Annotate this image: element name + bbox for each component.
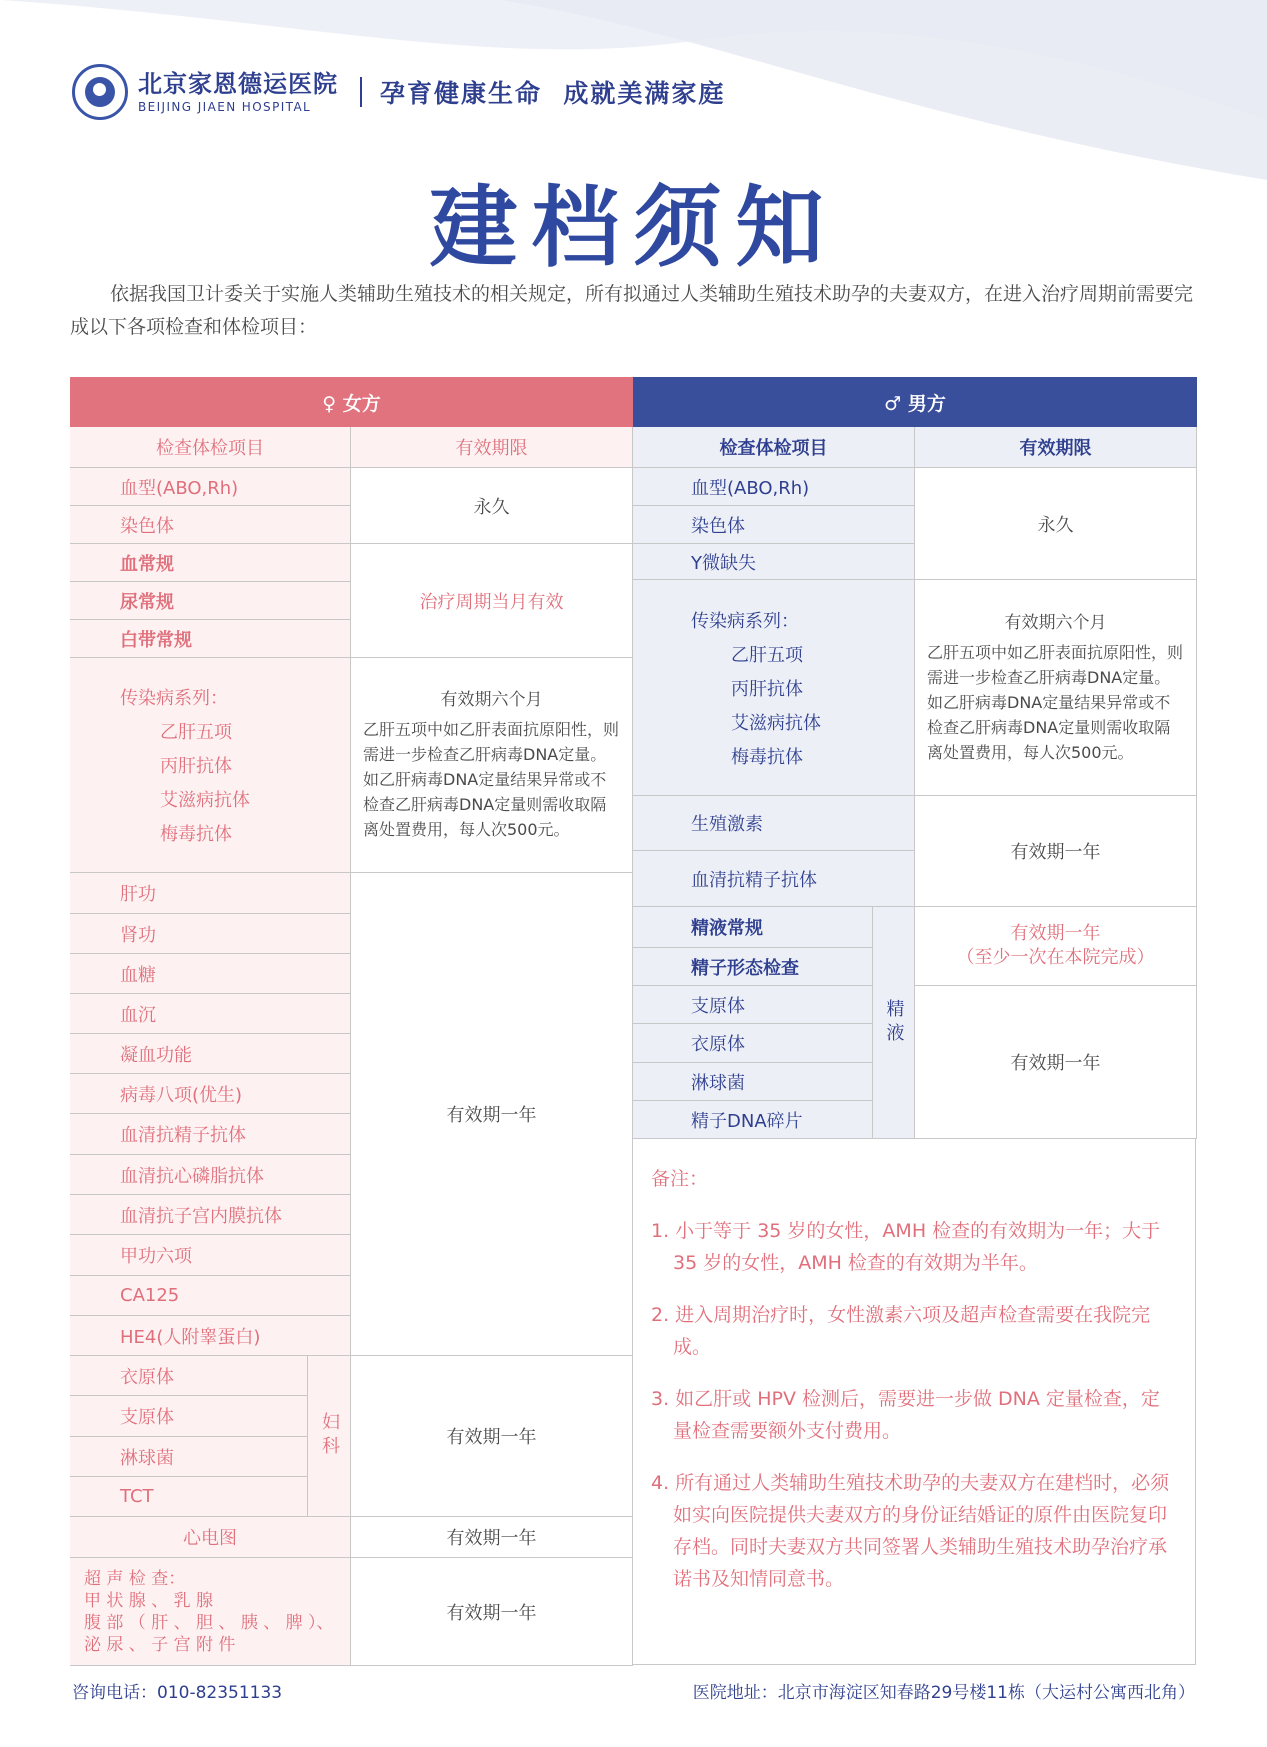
- female-header: ♀ 女方: [70, 377, 633, 427]
- footer-address: 医院地址：北京市海淀区知春路29号楼11栋（大运村公寓西北角）: [692, 1683, 1195, 1703]
- male-valid-infectious: [915, 580, 1197, 796]
- female-item-hiv: 艾滋病抗体: [160, 790, 250, 811]
- female-valid-this-month: 治疗周期当月有效: [351, 544, 633, 658]
- female-item-gonococcus: 淋球菌: [70, 1437, 308, 1477]
- female-item-he4: HE4(人附睾蛋白): [70, 1316, 351, 1356]
- intro-paragraph: 依据我国卫计委关于实施人类辅助生殖技术的相关规定，所有拟通过人类辅助生殖技术助孕的夫妻双方，在进入治疗周期前需要完成以下各项检查和体检项目：: [70, 283, 1194, 338]
- female-item-blood-type: 血型(ABO,Rh): [70, 468, 351, 506]
- header-divider: [360, 77, 362, 107]
- female-item-acl: 血清抗心磷脂抗体: [70, 1155, 351, 1195]
- female-item-urine-routine: 尿常规: [70, 582, 351, 620]
- male-item-mycoplasma: 支原体: [633, 986, 873, 1024]
- male-col-valid: 有效期限: [915, 427, 1197, 468]
- hospital-logo-icon: [72, 64, 128, 120]
- female-valid-permanent: 永久: [351, 468, 633, 544]
- female-valid-infectious: [351, 658, 633, 873]
- female-valid-one-year-a: 有效期一年: [351, 873, 633, 1356]
- female-item-leucorrhea: 白带常规: [70, 620, 351, 658]
- male-item-hbv5: 乙肝五项: [731, 644, 803, 666]
- male-item-hormone: 生殖激素: [633, 796, 915, 851]
- female-valid-one-year-b: 有效期一年: [351, 1356, 633, 1517]
- female-item-gyn-group: [308, 1356, 351, 1517]
- male-item-gonococcus: 淋球菌: [633, 1063, 873, 1101]
- note-item-1: 1. 小于等于 35 岁的女性，AMH 检查的有效期为一年；大于 35 岁的女性，AMH 检查的有效期为半年。: [651, 1220, 1161, 1274]
- male-valid-one-year-b: 有效期一年: [915, 986, 1197, 1139]
- female-item-emab: 血清抗子宫内膜抗体: [70, 1195, 351, 1235]
- hospital-name-cn: 北京家恩德运医院: [138, 70, 338, 98]
- hospital-header: [72, 62, 725, 122]
- female-item-glucose: 血糖: [70, 954, 351, 994]
- male-item-semen-label: 精液: [883, 998, 905, 1047]
- female-item-tct: TCT: [70, 1477, 308, 1517]
- note-item-4: 4. 所有通过人类辅助生殖技术助孕的夫妻双方在建档时，必须如实向医院提供夫妻双方的身份证结婚证的原件由医院复印存档。同时夫妻双方共同签署人类辅助生殖技术助孕治疗承诺书及知情同意书。: [651, 1472, 1170, 1590]
- page-title: 建档须知: [429, 175, 838, 279]
- male-valid-permanent: 永久: [915, 468, 1197, 580]
- male-item-infectious: 传染病系列：: [691, 610, 799, 632]
- male-item-ymicro: Y微缺失: [633, 544, 915, 580]
- male-item-infectious-group: [633, 580, 915, 796]
- male-item-semen-group: [873, 907, 915, 1139]
- female-item-kidney: 肾功: [70, 914, 351, 954]
- female-item-asab: 血清抗精子抗体: [70, 1114, 351, 1155]
- female-item-liver: 肝功: [70, 873, 351, 914]
- male-valid-hbv-note: 乙肝五项中如乙肝表面抗原阳性，则需进一步检查乙肝病毒DNA定量。如乙肝病毒DNA定量结果异常或不检查乙肝病毒DNA定量则需收取隔离处置费用，每人次500元。: [927, 642, 1184, 762]
- footer-phone: 咨询电话：010-82351133: [72, 1683, 283, 1703]
- female-valid-six-months: 有效期六个月: [440, 690, 543, 710]
- female-item-ultrasound: 超 声 检 查： 甲 状 腺 、 乳 腺 腹 部 （ 肝 、 胆 、 胰 、 脾 ）、 泌 尿 、 子 宫 附 件: [70, 1558, 351, 1666]
- male-item-hcv: 丙肝抗体: [731, 678, 803, 700]
- female-col-item: 检查体检项目: [70, 427, 351, 468]
- male-item-dna: 精子DNA碎片: [633, 1101, 873, 1139]
- female-item-thyroid: 甲功六项: [70, 1235, 351, 1276]
- male-item-chlamydia: 衣原体: [633, 1024, 873, 1063]
- female-item-hcv: 丙肝抗体: [160, 756, 232, 777]
- female-item-coag: 凝血功能: [70, 1034, 351, 1074]
- female-item-blood-routine: 血常规: [70, 544, 351, 582]
- female-item-syphilis: 梅毒抗体: [160, 824, 232, 845]
- female-item-mycoplasma: 支原体: [70, 1396, 308, 1437]
- female-col-valid: 有效期限: [351, 427, 633, 468]
- female-item-virus8: 病毒八项(优生): [70, 1074, 351, 1114]
- female-valid-one-year-c: 有效期一年: [351, 1517, 633, 1558]
- male-valid-six-months: 有效期六个月: [1004, 612, 1107, 633]
- female-item-chlamydia: 衣原体: [70, 1356, 308, 1396]
- female-item-infectious: 传染病系列：: [120, 688, 228, 709]
- female-valid-one-year-d: 有效期一年: [351, 1558, 633, 1666]
- female-item-ca125: CA125: [70, 1276, 351, 1316]
- male-item-syphilis: 梅毒抗体: [731, 746, 803, 768]
- male-valid-semen: 有效期一年 （至少一次在本院完成）: [915, 907, 1197, 986]
- notes-label: 备注：: [651, 1168, 709, 1190]
- female-item-gyn: 妇科: [319, 1412, 340, 1460]
- hospital-name-en: BEIJING JIAEN HOSPITAL: [138, 100, 312, 114]
- female-item-hbv5: 乙肝五项: [160, 722, 232, 743]
- male-item-asab: 血清抗精子抗体: [633, 851, 915, 907]
- male-item-morph: 精子形态检查: [633, 948, 873, 986]
- note-item-3: 3. 如乙肝或 HPV 检测后，需要进一步做 DNA 定量检查，定量检查需要额外支付费用。: [651, 1388, 1160, 1442]
- male-col-item: 检查体检项目: [633, 427, 915, 468]
- male-header: ♂ 男方: [633, 377, 1197, 427]
- male-valid-one-year-a: 有效期一年: [915, 796, 1197, 907]
- female-item-esr: 血沉: [70, 994, 351, 1034]
- female-valid-hbv-note: 乙肝五项中如乙肝表面抗原阳性，则需进一步检查乙肝病毒DNA定量。如乙肝病毒DNA定量结果异常或不检查乙肝病毒DNA定量则需收取隔离处置费用，每人次500元。: [363, 720, 620, 839]
- female-item-chromosome: 染色体: [70, 506, 351, 544]
- male-item-semen: 精液常规: [633, 907, 873, 948]
- female-item-infectious-group: [70, 658, 351, 873]
- slogan: 孕育健康生命 成就美满家庭: [380, 79, 726, 108]
- hospital-name: [138, 70, 338, 114]
- note-item-2: 2. 进入周期治疗时，女性激素六项及超声检查需要在我院完成。: [651, 1304, 1151, 1358]
- male-item-chromosome: 染色体: [633, 506, 915, 544]
- female-item-ecg: 心电图: [70, 1517, 351, 1558]
- male-item-blood-type: 血型(ABO,Rh): [633, 468, 915, 506]
- male-item-hiv: 艾滋病抗体: [731, 712, 821, 734]
- notes-section: [633, 1139, 1196, 1665]
